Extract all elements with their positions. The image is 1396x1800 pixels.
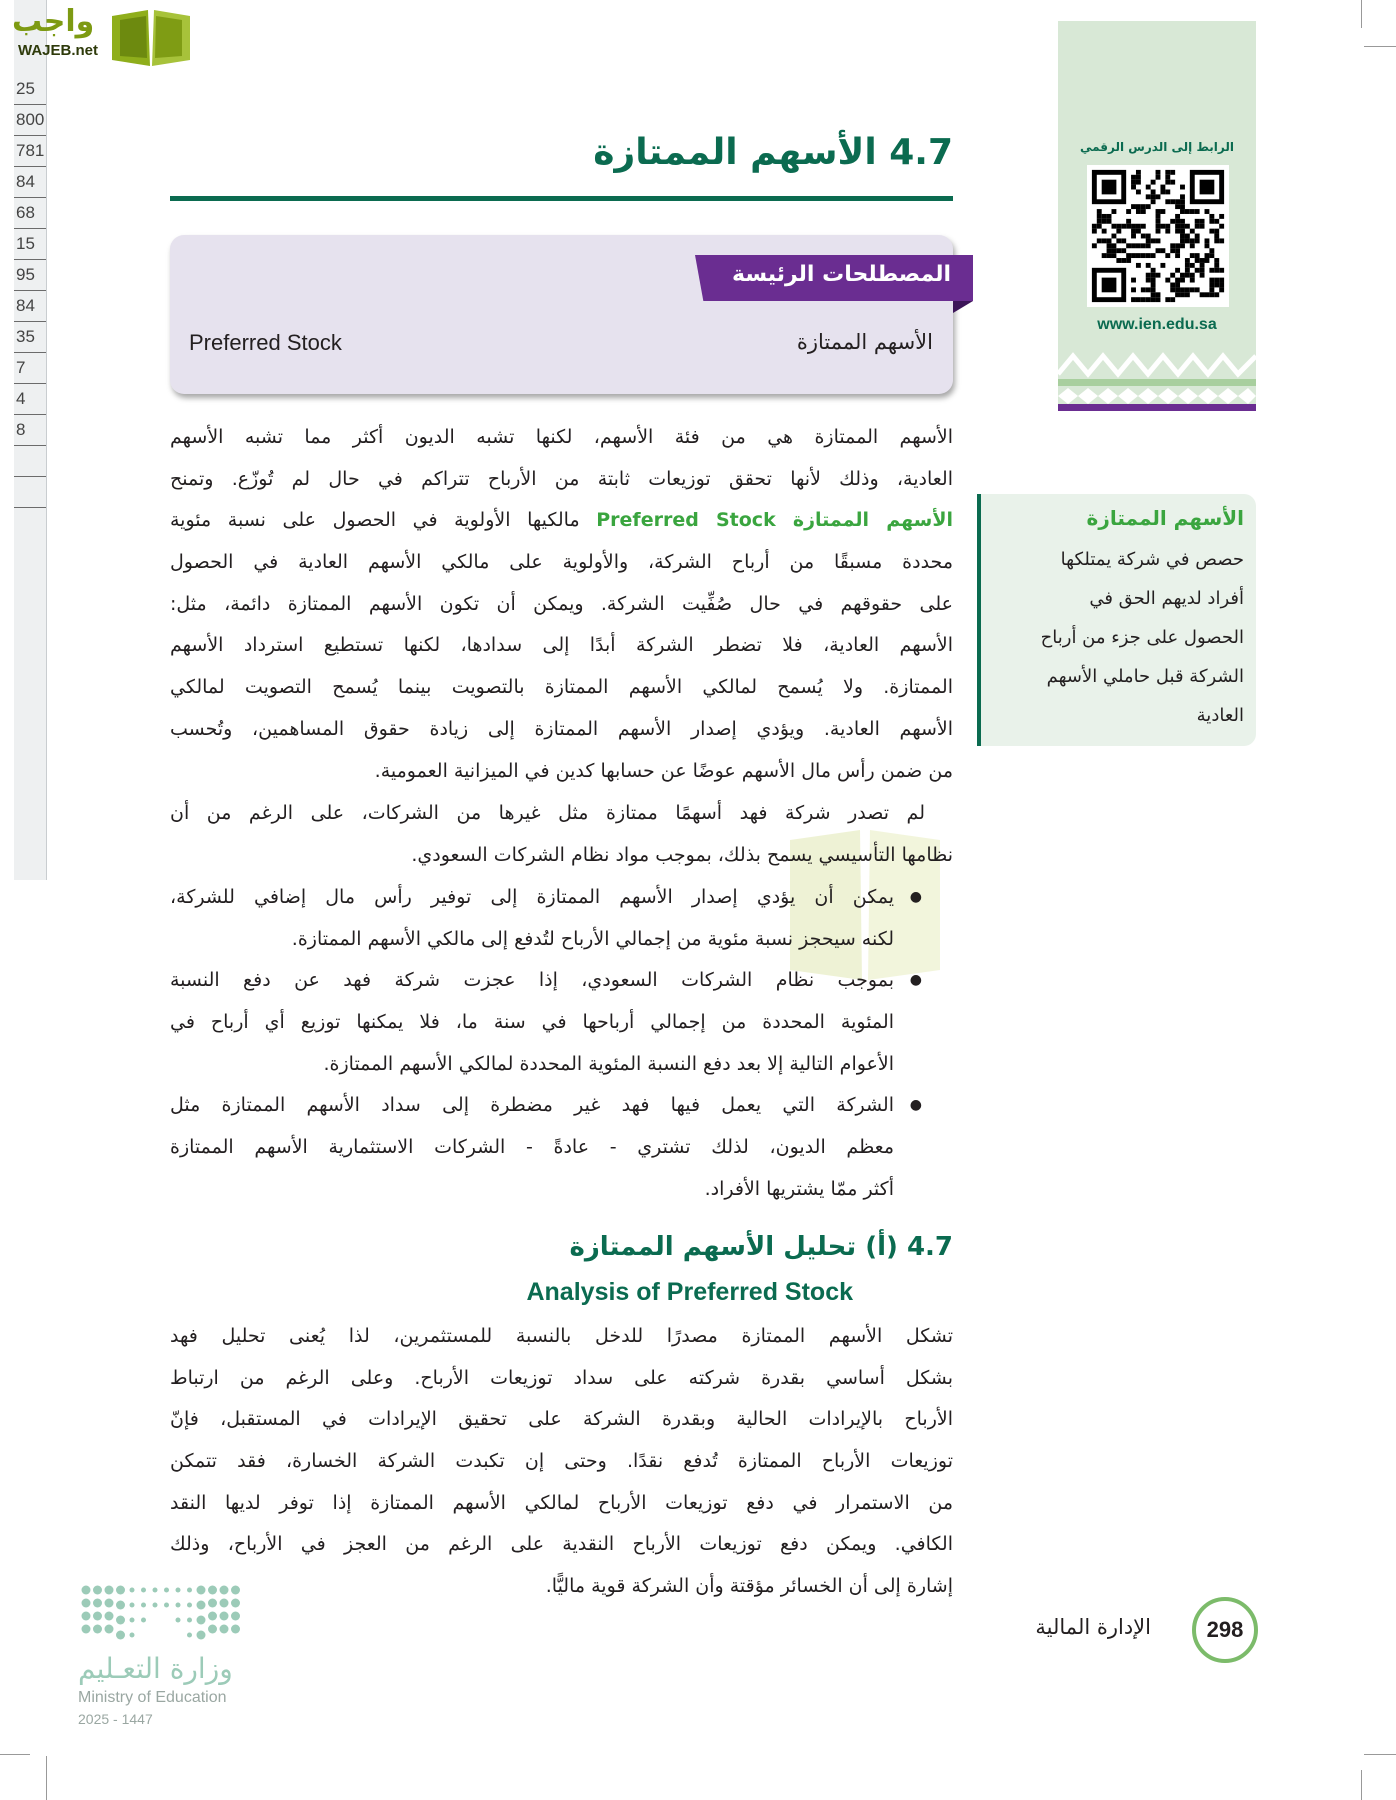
- margin-number: 35: [14, 322, 46, 353]
- key-term-english: Preferred Stock: [189, 330, 342, 355]
- key-term-arabic: الأسهم الممتازة: [796, 330, 933, 354]
- section-title-english: Analysis of Preferred Stock: [526, 1278, 853, 1306]
- wajeb-logo: [8, 4, 192, 66]
- text-segment: مالكيها الأولوية في الحصول على نسبة مئوية: [170, 509, 580, 532]
- margin-number: 8: [14, 415, 46, 446]
- crop-mark: [1361, 0, 1362, 28]
- definition-line: حصص في شركة يمتلكها: [1060, 549, 1244, 570]
- logo-text-en: WAJEB.net: [18, 42, 99, 59]
- bullet-icon: ●: [909, 972, 922, 989]
- bullet-icon: ●: [909, 1097, 922, 1114]
- bullet-line: يمكن أن يؤدي إصدار الأسهم الممتازة إلى توفير رأس مال إضافي للشركة،: [170, 886, 894, 908]
- bullet-icon: ●: [909, 889, 922, 905]
- margin-number-strip: [14, 0, 47, 880]
- text-line: على حقوقهم في حال صُفِّيت الشركة. ويمكن أن تكون الأسهم الممتازة دائمة، مثل:: [170, 592, 953, 615]
- bullet-line: المئوية المحددة من إجمالي أرباحها في سنة ما، فلا يمكنها توزيع أي أرباح في: [170, 1011, 894, 1034]
- margin-number: 7: [14, 353, 46, 384]
- ministry-name-en: Ministry of Education: [78, 1689, 227, 1706]
- intro-paragraph: [170, 417, 953, 792]
- text-line: الكافي. ويمكن دفع توزيعات الأرباح النقدية على الرغم من العجز في الأرباح، وذلك: [170, 1533, 953, 1556]
- margin-number: 800: [14, 105, 46, 136]
- margin-number: 95: [14, 260, 46, 291]
- page-title: 4.7 الأسهم الممتازة: [593, 132, 953, 173]
- text-line: الممتازة. ولا يُسمح لمالكي الأسهم الممتازة بالتصويت بينما يُسمح التصويت لمالكي: [170, 676, 953, 699]
- text-line: توزيعات الأرباح الممتازة تُدفع نقدًا. وحتى إن تكبدت الشركة الخسارة، فقد تتمكن: [170, 1450, 953, 1473]
- book-icon: [108, 6, 194, 68]
- text-line: العادية، وذلك لأنها تحقق توزيعات ثابتة من الأرباح تتراكم في حال لم تُوزّع. وتمنح: [170, 467, 953, 490]
- text-line: إشارة إلى أن الخسائر مؤقتة وأن الشركة قوية ماليًّا.: [545, 1575, 953, 1598]
- section-title: 4.7 (أ) تحليل الأسهم الممتازة: [569, 1232, 953, 1262]
- text-line: الأسهم الممتازة هي من فئة الأسهم، لكنها تشبه الديون أكثر مما تشبه الأسهم: [170, 426, 953, 448]
- qr-caption: الرابط إلى الدرس الرقمي: [1080, 140, 1234, 154]
- definition-line: العادية: [1196, 705, 1244, 726]
- text-line: [170, 500, 953, 542]
- margin-number: [14, 477, 46, 508]
- definition-line: الشركة قبل حاملي الأسهم: [1046, 666, 1244, 687]
- crop-mark: [1364, 1754, 1396, 1755]
- text-line: من ضمن رأس مال الأسهم عوضًا عن حسابها كدين في الميزانية العمومية.: [374, 759, 953, 782]
- bullet-item: [170, 1085, 922, 1210]
- bullet-list: [170, 877, 922, 1211]
- bullet-line: الشركة التي يعمل فيها فهد غير مضطرة إلى سداد الأسهم الممتازة مثل: [170, 1094, 894, 1117]
- chapter-name: الإدارة المالية: [1035, 1615, 1151, 1639]
- bullet-item: [170, 960, 922, 1085]
- crop-mark: [1364, 46, 1396, 47]
- key-terms-tab-fold: [953, 301, 973, 313]
- text-line: محددة مسبقًا من أرباح الشركة، والأولوية على مالكي الأسهم العادية في الحصول: [170, 551, 953, 574]
- key-terms-label: المصطلحات الرئيسة: [732, 262, 951, 287]
- ministry-year: 2025 - 1447: [78, 1711, 153, 1727]
- title-divider: [170, 196, 953, 201]
- bullet-line: الأعوام التالية إلا بعد دفع النسبة المئوية المحددة لمالكي الأسهم الممتازة.: [323, 1052, 894, 1075]
- bullet-line: معظم الديون، لذلك تشتري - عادةً - الشركات الاستثمارية الأسهم الممتازة: [170, 1136, 894, 1159]
- bullet-line: لكنه سيحجز نسبة مئوية من إجمالي الأرباح لتُدفع إلى مالكي الأسهم الممتازة.: [291, 927, 894, 950]
- crop-mark: [0, 1754, 30, 1755]
- decorative-pattern: [1058, 346, 1256, 411]
- qr-url-link[interactable]: www.ien.edu.sa: [1097, 316, 1217, 333]
- ministry-name-ar: وزارة التعـليم: [78, 1652, 233, 1685]
- text-line: الأسهم العادية. ويؤدي إصدار الأسهم الممتازة إلى زيادة حقوق المساهمين، وتُحسب: [170, 717, 953, 740]
- margin-number: 781: [14, 136, 46, 167]
- definition-title: الأسهم الممتازة: [1086, 506, 1244, 530]
- margin-number: [14, 446, 46, 477]
- logo-text-ar: واجب: [12, 4, 95, 39]
- text-line: نظامها التأسيسي يسمح بذلك، بموجب مواد نظام الشركات السعودي.: [411, 843, 953, 866]
- qr-code[interactable]: [1087, 165, 1229, 307]
- crop-mark: [1361, 1770, 1362, 1800]
- bullet-line: أكثر ممّا يشتريها الأفراد.: [704, 1177, 894, 1200]
- ministry-logo-dots: [78, 1582, 248, 1642]
- crop-mark: [46, 1756, 47, 1800]
- bullet-line: بموجب نظام الشركات السعودي، إذا عجزت شركة فهد عن دفع النسبة: [170, 969, 894, 992]
- margin-number: 25: [14, 74, 46, 105]
- text-line: من الاستمرار في دفع توزيعات الأرباح لمالكي الأسهم الممتازة إذا توفر لديها النقد: [170, 1491, 953, 1514]
- text-line: الأرباح بالإيرادات الحالية وبقدرة الشركة على تحقيق الإيرادات في المستقبل، فإنّ: [170, 1408, 953, 1431]
- margin-number: 84: [14, 291, 46, 322]
- analysis-paragraph: [170, 1316, 953, 1608]
- margin-number: 84: [14, 167, 46, 198]
- text-line: بشكل أساسي بقدرة شركته على سداد توزيعات الأرباح. وعلى الرغم من ارتباط: [170, 1366, 953, 1389]
- page-number: 298: [1192, 1597, 1258, 1663]
- text-line: تشكل الأسهم الممتازة مصدرًا للدخل بالنسبة للمستثمرين، لذا يُعنى تحليل فهد: [170, 1325, 953, 1347]
- definition-line: أفراد لديهم الحق في: [1089, 588, 1244, 609]
- text-line: الأسهم العادية، فلا تضطر الشركة أبدًا إلى سدادها، لكنها تستطيع استرداد الأسهم: [170, 634, 953, 657]
- margin-number: 68: [14, 198, 46, 229]
- bullet-item: [170, 877, 922, 960]
- margin-number: 15: [14, 229, 46, 260]
- margin-number: 4: [14, 384, 46, 415]
- definition-line: الحصول على جزء من أرباح: [1040, 627, 1244, 648]
- text-line: لم تصدر شركة فهد أسهمًا ممتازة مثل غيرها من الشركات، على الرغم من أن: [170, 802, 925, 824]
- fahd-paragraph: [170, 793, 953, 876]
- key-term-highlight: الأسهم الممتازة Preferred Stock: [596, 509, 953, 532]
- qr-code-icon: [1087, 165, 1229, 307]
